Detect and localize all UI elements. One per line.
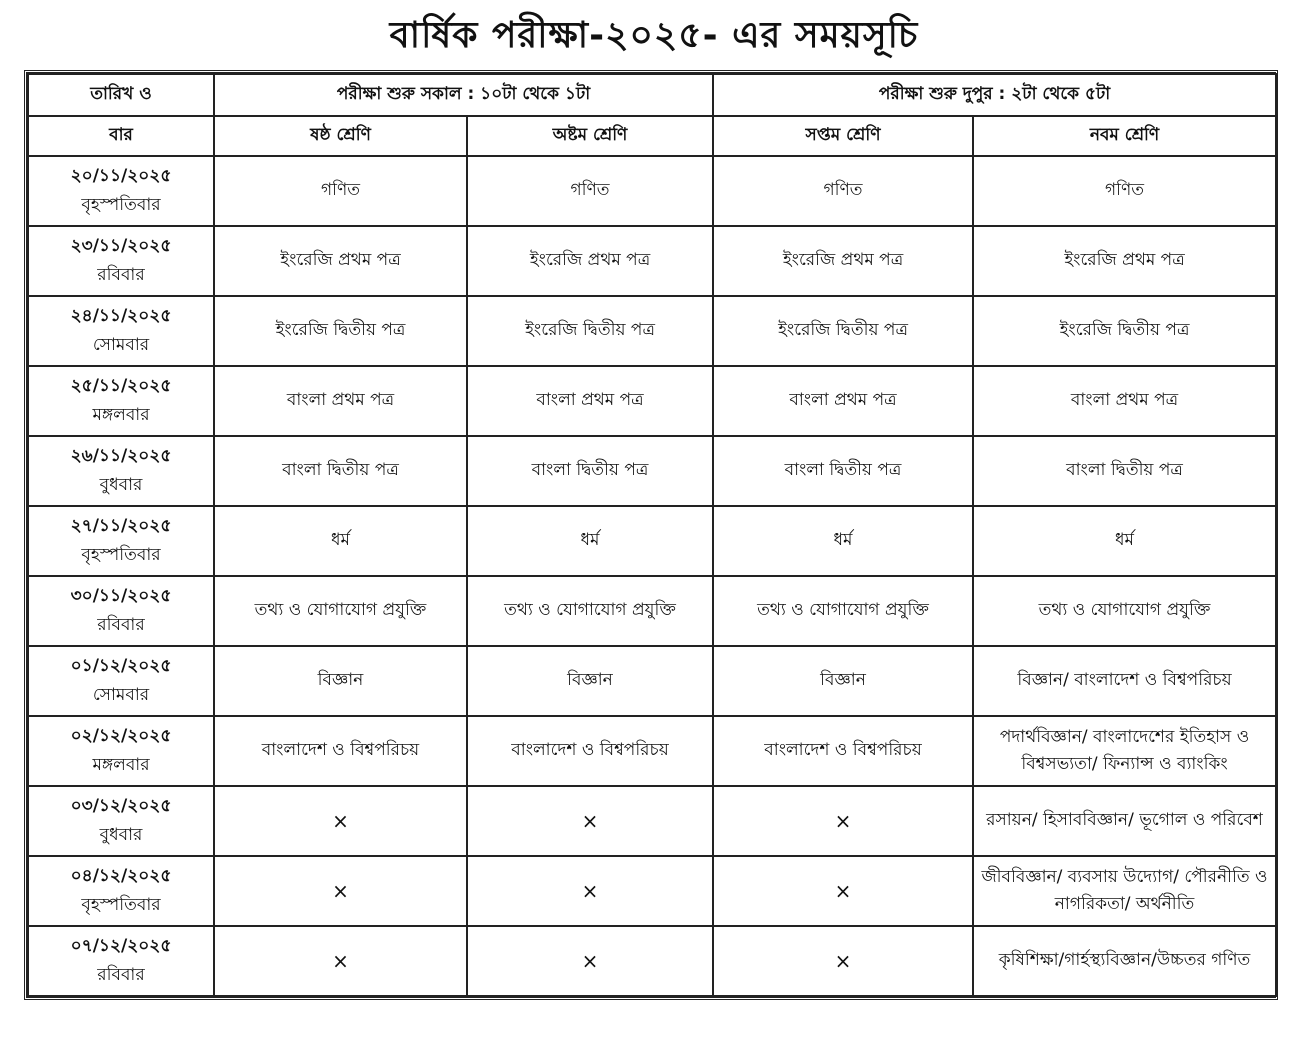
header-row-sessions <box>28 74 1276 116</box>
subject-cell: বিজ্ঞান <box>467 646 713 716</box>
subject-cell: ইংরেজি প্রথম পত্র <box>467 226 713 296</box>
class-header: নবম শ্রেণি <box>973 116 1276 156</box>
subject-cell: পদার্থবিজ্ঞান/ বাংলাদেশের ইতিহাস ও বিশ্বসভ্যতা/ ফিন্যান্স ও ব্যাংকিং <box>973 716 1276 786</box>
subject-cell: জীববিজ্ঞান/ ব্যবসায় উদ্যোগ/ পৌরনীতি ও নাগরিকতা/ অর্থনীতি <box>973 856 1276 926</box>
date-text: ০১/১২/২০২৫ <box>70 656 172 677</box>
date-cell <box>28 716 214 786</box>
page-title: বার্ষিক পরীক্ষা-২০২৫- এর সময়সূচি <box>389 15 919 56</box>
table-row <box>28 576 1276 646</box>
exam-schedule-table <box>24 70 1278 1000</box>
weekday-text: সোমবার <box>92 685 150 705</box>
table-row <box>28 646 1276 716</box>
subject-cell: ধর্ম <box>214 506 467 576</box>
table-row <box>28 296 1276 366</box>
table-row <box>28 366 1276 436</box>
subject-cell: বাংলা প্রথম পত্র <box>467 366 713 436</box>
date-text: ২০/১১/২০২৫ <box>70 166 172 187</box>
date-text: ২৪/১১/২০২৫ <box>70 306 172 327</box>
subject-cell: রসায়ন/ হিসাববিজ্ঞান/ ভূগোল ও পরিবেশ <box>973 786 1276 856</box>
date-header-bottom: বার <box>28 116 214 156</box>
table-row <box>28 856 1276 926</box>
date-text: ০২/১২/২০২৫ <box>70 726 172 747</box>
subject-cell: তথ্য ও যোগাযোগ প্রযুক্তি <box>973 576 1276 646</box>
date-text: ৩০/১১/২০২৫ <box>70 586 172 607</box>
date-cell <box>28 296 214 366</box>
subject-cell: বাংলা দ্বিতীয় পত্র <box>973 436 1276 506</box>
subject-cell: গণিত <box>973 156 1276 226</box>
date-text: ২৩/১১/২০২৫ <box>70 236 172 257</box>
subject-cell: তথ্য ও যোগাযোগ প্রযুক্তি <box>214 576 467 646</box>
subject-cell: ইংরেজি দ্বিতীয় পত্র <box>713 296 973 366</box>
subject-cell: বাংলা প্রথম পত্র <box>214 366 467 436</box>
subject-cell: ইংরেজি প্রথম পত্র <box>713 226 973 296</box>
subject-cell: ধর্ম <box>467 506 713 576</box>
date-cell <box>28 856 214 926</box>
date-cell <box>28 436 214 506</box>
date-cell <box>28 576 214 646</box>
table-row <box>28 156 1276 226</box>
no-exam-cross: × <box>214 926 467 996</box>
table-row <box>28 226 1276 296</box>
subject-cell: ইংরেজি দ্বিতীয় পত্র <box>214 296 467 366</box>
table-row <box>28 506 1276 576</box>
subject-cell: বিজ্ঞান <box>214 646 467 716</box>
subject-cell: তথ্য ও যোগাযোগ প্রযুক্তি <box>467 576 713 646</box>
date-cell <box>28 156 214 226</box>
subject-cell: বিজ্ঞান/ বাংলাদেশ ও বিশ্বপরিচয় <box>973 646 1276 716</box>
afternoon-session-header: পরীক্ষা শুরু দুপুর : ২টা থেকে ৫টা <box>713 74 1276 116</box>
table-row <box>28 436 1276 506</box>
subject-cell: বাংলাদেশ ও বিশ্বপরিচয় <box>467 716 713 786</box>
date-text: ০৭/১২/২০২৫ <box>70 936 172 957</box>
class-header: অষ্টম শ্রেণি <box>467 116 713 156</box>
subject-cell: ধর্ম <box>973 506 1276 576</box>
subject-cell: ইংরেজি দ্বিতীয় পত্র <box>467 296 713 366</box>
no-exam-cross: × <box>467 856 713 926</box>
subject-cell: গণিত <box>467 156 713 226</box>
weekday-text: বৃহস্পতিবার <box>81 895 161 915</box>
subject-cell: ইংরেজি দ্বিতীয় পত্র <box>973 296 1276 366</box>
subject-cell: ইংরেজি প্রথম পত্র <box>214 226 467 296</box>
date-cell <box>28 506 214 576</box>
no-exam-cross: × <box>214 786 467 856</box>
weekday-text: রবিবার <box>97 965 145 985</box>
date-text: ২৭/১১/২০২৫ <box>70 516 172 537</box>
date-cell <box>28 786 214 856</box>
subject-cell: ধর্ম <box>713 506 973 576</box>
no-exam-cross: × <box>467 786 713 856</box>
weekday-text: রবিবার <box>97 265 145 285</box>
no-exam-cross: × <box>713 926 973 996</box>
no-exam-cross: × <box>713 786 973 856</box>
weekday-text: বৃহস্পতিবার <box>81 195 161 215</box>
subject-cell: বাংলা দ্বিতীয় পত্র <box>713 436 973 506</box>
weekday-text: বুধবার <box>99 475 143 495</box>
subject-cell: বাংলাদেশ ও বিশ্বপরিচয় <box>713 716 973 786</box>
subject-cell: বিজ্ঞান <box>713 646 973 716</box>
morning-session-header: পরীক্ষা শুরু সকাল : ১০টা থেকে ১টা <box>214 74 713 116</box>
date-cell <box>28 366 214 436</box>
subject-cell: কৃষিশিক্ষা/গার্হস্থ্যবিজ্ঞান/উচ্চতর গণিত <box>973 926 1276 996</box>
subject-cell: তথ্য ও যোগাযোগ প্রযুক্তি <box>713 576 973 646</box>
subject-cell: ইংরেজি প্রথম পত্র <box>973 226 1276 296</box>
subject-cell: বাংলা প্রথম পত্র <box>973 366 1276 436</box>
weekday-text: রবিবার <box>97 615 145 635</box>
table-row <box>28 786 1276 856</box>
date-header-top: তারিখ ও <box>28 74 214 116</box>
weekday-text: সোমবার <box>92 335 150 355</box>
weekday-text: মঙ্গলবার <box>92 755 150 775</box>
weekday-text: মঙ্গলবার <box>92 405 150 425</box>
class-header: সপ্তম শ্রেণি <box>713 116 973 156</box>
date-text: ০৩/১২/২০২৫ <box>70 796 172 817</box>
date-text: ০৪/১২/২০২৫ <box>70 866 172 887</box>
date-cell <box>28 926 214 996</box>
subject-cell: বাংলা দ্বিতীয় পত্র <box>467 436 713 506</box>
class-header: ষষ্ঠ শ্রেণি <box>214 116 467 156</box>
header-row-classes <box>28 116 1276 156</box>
subject-cell: বাংলা প্রথম পত্র <box>713 366 973 436</box>
no-exam-cross: × <box>214 856 467 926</box>
date-text: ২৬/১১/২০২৫ <box>70 446 172 467</box>
subject-cell: গণিত <box>713 156 973 226</box>
date-cell <box>28 226 214 296</box>
no-exam-cross: × <box>713 856 973 926</box>
date-text: ২৫/১১/২০২৫ <box>70 376 172 397</box>
subject-cell: বাংলাদেশ ও বিশ্বপরিচয় <box>214 716 467 786</box>
date-cell <box>28 646 214 716</box>
weekday-text: বুধবার <box>99 825 143 845</box>
table-row <box>28 926 1276 996</box>
no-exam-cross: × <box>467 926 713 996</box>
subject-cell: বাংলা দ্বিতীয় পত্র <box>214 436 467 506</box>
table-row <box>28 716 1276 786</box>
weekday-text: বৃহস্পতিবার <box>81 545 161 565</box>
subject-cell: গণিত <box>214 156 467 226</box>
